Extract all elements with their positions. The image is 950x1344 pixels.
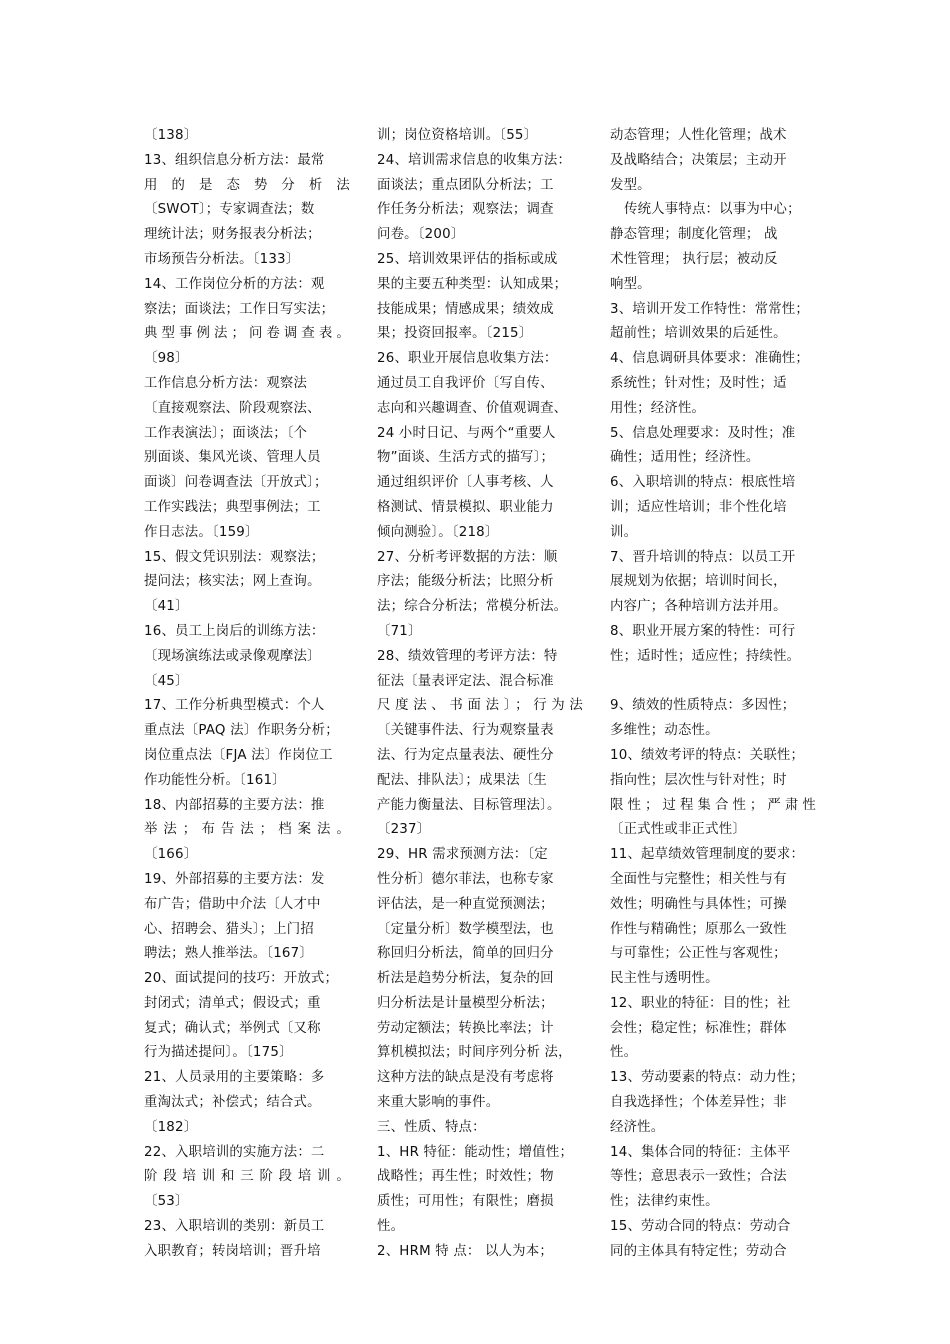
text-line: 10、绩效考评的特点：关联性； (610, 747, 805, 763)
text-line: 〔53〕 (144, 1194, 189, 1210)
text-line: 〔直接观察法、阶段观察法、 (144, 400, 321, 416)
text-line: 市场预告分析法。〔133〕 (144, 251, 300, 267)
text-line: 法、行为定点量表法、硬性分 (377, 747, 554, 763)
text-line: 9、绩效的性质特点：多因性； (610, 698, 796, 714)
text-line: 算机模拟法；时间序列分析 法， (377, 1045, 572, 1061)
text-line: 系统性；针对性；及时性；适 (610, 375, 787, 391)
text-line: 尺度法、书面法〕；行为法 (377, 698, 583, 714)
text-line: 训；适应性培训；非个性化培 (610, 499, 787, 515)
text-line: 布广告；借助中介法〔人才中 (144, 896, 321, 912)
text-line: 产能力衡量法、目标管理法〕。 (377, 797, 561, 813)
text-line: 16、员工上岗后的训练方法： (144, 623, 325, 639)
text-line: 工作表演法〕；面谈法；〔个 (144, 425, 308, 441)
text-line: 8、职业开展方案的特性：可行 (610, 623, 796, 639)
text-line: 〔98〕 (144, 351, 189, 367)
text-column-1 (144, 124, 350, 1265)
text-line: 性；法律约束性。 (610, 1194, 719, 1210)
text-line: 通过员工自我评价〔写自传、 (377, 375, 554, 391)
text-line: 展规划为依据；培训时间长， (610, 574, 787, 590)
text-line: 确性；适用性；经济性。 (610, 450, 760, 466)
text-line: 17、工作分析典型模式：个人 (144, 698, 325, 714)
text-line: 举 法 ； 布 告 法 ； 档 案 法 。 (144, 822, 350, 838)
text-line: 13、组织信息分析方法：最常 (144, 152, 325, 168)
text-line: 问卷。〔200〕 (377, 227, 465, 243)
text-line: 察法；面谈法；工作日写实法； (144, 301, 335, 317)
text-line: 技能成果；情感成果；绩效成 (377, 301, 554, 317)
text-line: 发型。 (610, 177, 651, 193)
text-line: 配法、排队法〕；成果法〔生 (377, 772, 547, 788)
text-line: 11、起草绩效管理制度的要求： (610, 847, 805, 863)
text-line: 〔关键事件法、行为观察量表 (377, 723, 554, 739)
text-line: 24、培训需求信息的收集方法： (377, 152, 572, 168)
text-line: 岗位重点法〔FJA 法〕作岗位工 (144, 747, 333, 763)
text-line: 全面性与完整性；相关性与有 (610, 871, 787, 887)
text-line: 战略性；再生性；时效性；物 (377, 1169, 554, 1185)
text-line: 志向和兴趣调查、价值观调查、 (377, 400, 568, 416)
text-line: 内容广；各种培训方法并用。 (610, 599, 787, 615)
text-line: 来重大影响的事件。 (377, 1095, 500, 1111)
text-line: 同的主体具有特定性；劳动合 (610, 1243, 787, 1259)
text-line: 〔71〕 (377, 623, 422, 639)
text-line: 3、培训开发工作特性：常常性； (610, 301, 809, 317)
text-line: 14、集体合同的特征：主体平 (610, 1144, 791, 1160)
text-line: 21、人员录用的主要策略：多 (144, 1070, 325, 1086)
text-line: 〔现场演练法或录像观摩法〕 (144, 648, 321, 664)
text-line: 入职教育；转岗培训；晋升培 (144, 1243, 321, 1259)
text-line: 静态管理；制度化管理； 战 (610, 227, 778, 243)
text-line: 通过组织评价〔人事考核、人 (377, 475, 554, 491)
text-line: 27、分析考评数据的方法：顺 (377, 549, 558, 565)
text-line: 15、劳动合同的特点：劳动合 (610, 1219, 791, 1235)
text-line: 23、入职培训的类别：新员工 (144, 1219, 325, 1235)
text-line: 果；投资回报率。〔215〕 (377, 326, 533, 342)
text-line: 劳动定额法；转换比率法；计 (377, 1020, 554, 1036)
text-line (610, 670, 816, 695)
text-line: 这种方法的缺点是没有考虑将 (377, 1070, 554, 1086)
text-line: 等性；意思表示一致性；合法 (610, 1169, 787, 1185)
text-line: 序法；能级分析法；比照分析 (377, 574, 554, 590)
text-line: 自我选择性；个体差异性；非 (610, 1095, 787, 1111)
text-line: 归分析法是计量模型分析法； (377, 995, 554, 1011)
text-line: 6、入职培训的特点：根底性培 (610, 475, 796, 491)
text-line: 提问法；核实法；网上查询。 (144, 574, 321, 590)
text-line: 20、面试提问的技巧：开放式； (144, 971, 339, 987)
text-line: 面谈法；重点团队分析法；工 (377, 177, 554, 193)
text-line: 心、招聘会、猎头〕；上门招 (144, 921, 314, 937)
text-line: 理统计法；财务报表分析法； (144, 227, 321, 243)
text-line: 面谈〕问卷调查法〔开放式〕； (144, 475, 328, 491)
text-line: 经济性。 (610, 1119, 665, 1135)
text-line: 行为描述提问〕。〔175〕 (144, 1045, 293, 1061)
text-line: 民主性与透明性。 (610, 971, 719, 987)
text-line: 别面谈、集风光谈、管理人员 (144, 450, 321, 466)
text-line: 响型。 (610, 276, 651, 292)
text-line: 传统人事特点：以事为中心； (624, 202, 801, 218)
text-line: 训；岗位资格培训。〔55〕 (377, 128, 538, 143)
text-line: 性；适时性；适应性；持续性。 (610, 648, 801, 664)
text-line: 工作信息分析方法：观察法 (144, 375, 308, 391)
text-line: 封闭式；清单式；假设式；重 (144, 995, 321, 1011)
text-line: 物”面谈、生活方式的描写〕； (377, 450, 555, 466)
text-line: 15、假文凭识别法：观察法； (144, 549, 325, 565)
text-line: 重淘汰式；补偿式；结合式。 (144, 1095, 321, 1111)
text-line: 〔182〕 (144, 1119, 198, 1135)
text-line: 性分析〕德尔菲法，也称专家 (377, 871, 554, 887)
text-line: 5、信息处理要求：及时性；准 (610, 425, 796, 441)
text-line: 多维性；动态性。 (610, 723, 719, 739)
text-line: 12、职业的特征：目的性；社 (610, 995, 791, 1011)
text-line: 25、培训效果评估的指标或成 (377, 251, 558, 267)
text-line: 〔定量分析〕数学模型法，也 (377, 921, 554, 937)
text-line: 阶 段 培 训 和 三 阶 段 培 训 。 (144, 1169, 350, 1185)
text-line: 〔138〕 (144, 128, 198, 143)
text-line: 〔SWOT〕；专家调查法；数 (144, 202, 315, 218)
text-line: 复式；确认式；举例式〔又称 (144, 1020, 321, 1036)
text-line: 效性；明确性与具体性；可操 (610, 896, 787, 912)
text-line: 1、HR 特征：能动性；增值性； (377, 1144, 574, 1160)
text-line: 征法〔量表评定法、混合标准 (377, 673, 554, 689)
text-line: 7、晋升培训的特点：以员工开 (610, 549, 796, 565)
text-line: 三、性质、特点： (377, 1119, 486, 1135)
text-line: 作性与精确性；原那么一致性 (610, 921, 787, 937)
text-line: 22、入职培训的实施方法：二 (144, 1144, 325, 1160)
text-line: 动态管理；人性化管理；战术 (610, 128, 787, 143)
text-line: 〔237〕 (377, 822, 431, 838)
text-line: 训。 (610, 524, 638, 540)
text-line: 作日志法。〔159〕 (144, 524, 259, 540)
text-line: 26、职业开展信息收集方法： (377, 351, 558, 367)
text-line: 作功能性分析。〔161〕 (144, 772, 286, 788)
text-line: 29、HR 需求预测方法：〔定 (377, 847, 548, 863)
text-line: 限性；过程集合性；严肃性 (610, 797, 816, 813)
text-line: 格测试、情景模拟、职业能力 (377, 499, 554, 515)
text-line: 倾向测验〕。〔218〕 (377, 524, 499, 540)
text-line: 〔正式性或非正式性〕 (610, 822, 746, 838)
text-line: 〔166〕 (144, 847, 198, 863)
text-line: 18、内部招募的主要方法：推 (144, 797, 325, 813)
text-line: 14、工作岗位分析的方法：观 (144, 276, 325, 292)
text-line: 性。 (610, 1045, 638, 1061)
text-line: 质性；可用性；有限性；磨损 (377, 1194, 554, 1210)
text-column-3 (610, 124, 816, 1265)
text-line: 与可靠性；公正性与客观性； (610, 946, 787, 962)
text-column-2 (377, 124, 583, 1265)
text-line: 重点法〔PAQ 法〕作职务分析； (144, 723, 339, 739)
text-line: 用性；经济性。 (610, 400, 706, 416)
text-line: 称回归分析法，简单的回归分 (377, 946, 554, 962)
text-line: 及战略结合；决策层；主动开 (610, 152, 787, 168)
text-line: 析法是趋势分析法，复杂的回 (377, 971, 554, 987)
text-line: 用 的 是 态 势 分 析 法 (144, 177, 350, 193)
text-line: 24 小时日记、与两个“重要人 (377, 425, 556, 441)
text-line: 28、绩效管理的考评方法：特 (377, 648, 558, 664)
text-line: 评估法，是一种直觉预测法； (377, 896, 554, 912)
text-line: 典型事例法；问卷调查表。 (144, 326, 350, 342)
text-line: 作任务分析法；观察法；调查 (377, 202, 554, 218)
text-line: 术性管理； 执行层；被动反 (610, 251, 778, 267)
text-line: 法；综合分析法；常模分析法。 (377, 599, 568, 615)
text-line: 性。 (377, 1219, 405, 1235)
text-line: 13、劳动要素的特点：动力性； (610, 1070, 805, 1086)
text-line: 工作实践法；典型事例法；工 (144, 499, 321, 515)
text-line: 2、HRM 特 点： 以人为本； (377, 1243, 553, 1259)
text-line: 4、信息调研具体要求：准确性； (610, 351, 809, 367)
text-line: 会性；稳定性；标准性；群体 (610, 1020, 787, 1036)
text-line: 果的主要五种类型：认知成果； (377, 276, 568, 292)
text-line: 19、外部招募的主要方法：发 (144, 871, 325, 887)
text-line: 〔41〕 (144, 599, 189, 615)
text-line: 〔45〕 (144, 673, 189, 689)
text-line: 指向性；层次性与针对性；时 (610, 772, 787, 788)
text-line: 超前性；培训效果的后延性。 (610, 326, 787, 342)
text-line: 聘法；熟人推举法。〔167〕 (144, 946, 313, 962)
